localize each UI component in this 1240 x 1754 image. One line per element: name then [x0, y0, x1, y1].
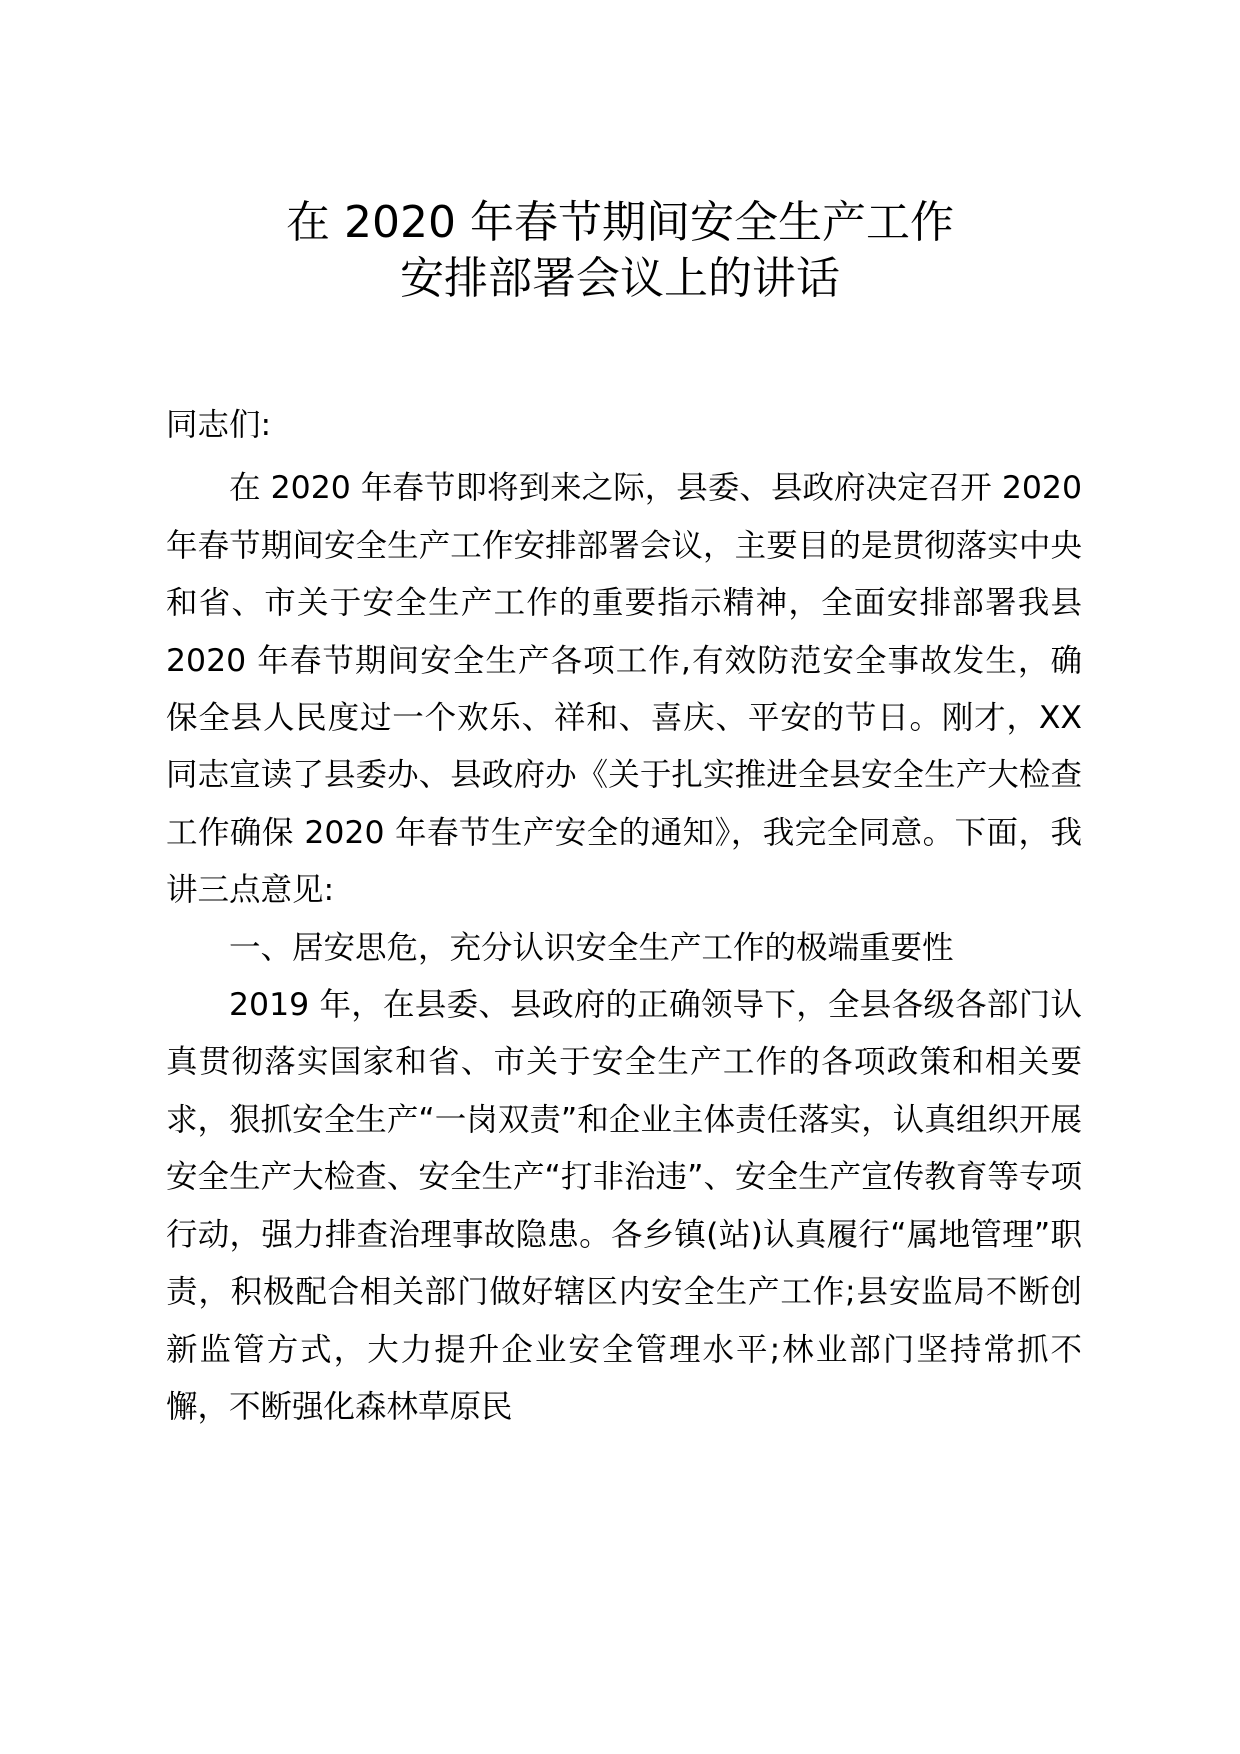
paragraph-2019-review: 2019 年，在县委、县政府的正确领导下，全县各级各部门认真贯彻落实国家和省、市关于安全生产工作的各项政策和相关要求，狠抓安全生产“一岗双责”和企业主体责任落实，认真组织开展安全生产大检查、安全生产“打非治违”、安全生产宣传教育等专项行动，强力排查治理事故隐患。各乡镇(站)认真履行“属地管理”职责，积极配合相关部门做好辖区内安全生产工作;县安监局不断创新监管方式，大力提升企业安全管理水平;林业部门坚持常抓不懈，不断强化森林草原民 — [166, 987, 1082, 1425]
title-line-2: 安排部署会议上的讲话 — [400, 253, 840, 304]
document-body — [166, 397, 1082, 1436]
section-heading-1: 一、居安思危，充分认识安全生产工作的极端重要性 — [229, 929, 954, 966]
document-title — [0, 195, 1240, 307]
salutation: 同志们: — [166, 407, 272, 443]
paragraph-intro: 在 2020 年春节即将到来之际，县委、县政府决定召开 2020 年春节期间安全生产工作安排部署会议，主要目的是贯彻落实中央和省、市关于安全生产工作的重要指示精神，全面安排部署我县 2020 年春节期间安全生产各项工作,有效防范安全事故发生，确保全县人民度过一个欢乐、祥和、喜庆、平安的节日。刚才，XX 同志宣读了县委办、县政府办《关于扎实推进全县安全生产大检查工作确保 2020 年春节生产安全的通知》，我完全同意。下面，我讲三点意见: — [166, 470, 1082, 909]
title-line-1: 在 2020 年春节期间安全生产工作 — [286, 197, 954, 248]
